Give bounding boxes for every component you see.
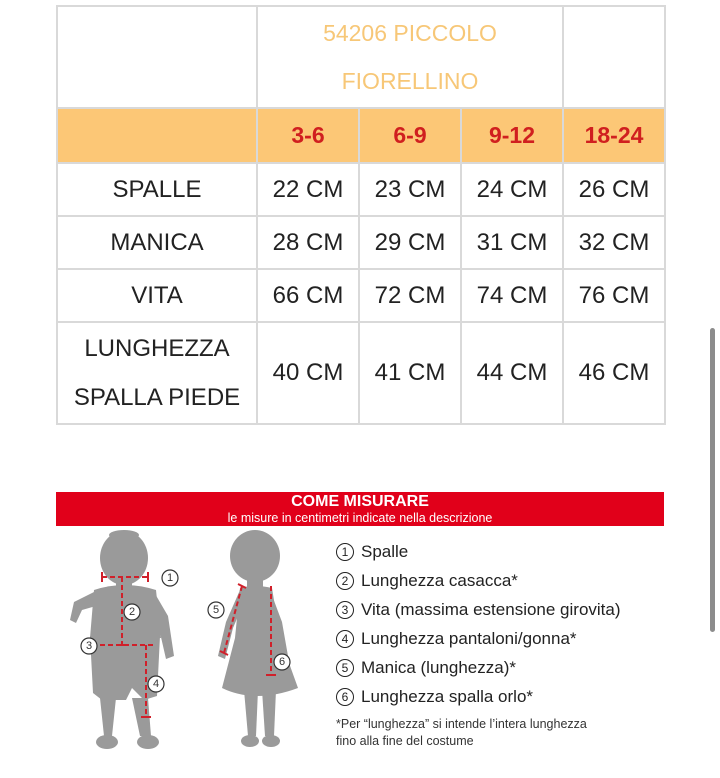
measure-cell: 32 CM xyxy=(563,216,665,269)
marker-2-label: 2 xyxy=(128,606,136,618)
row-label-cell xyxy=(57,322,257,424)
marker-1-label: 1 xyxy=(166,572,174,584)
row-label: MANICA xyxy=(57,216,257,269)
legend-number: 4 xyxy=(336,630,354,648)
table-row xyxy=(57,216,665,269)
legend-number: 3 xyxy=(336,601,354,619)
measure-cell: 23 CM xyxy=(359,163,461,216)
girl-figure xyxy=(218,530,298,747)
legend-number: 1 xyxy=(336,543,354,561)
measure-cell: 28 CM xyxy=(257,216,359,269)
how-to-measure-banner xyxy=(56,492,664,526)
legend-label: Lunghezza pantaloni/gonna* xyxy=(361,628,577,648)
banner-subtitle: le misure in centimetri indicate nella descrizione xyxy=(227,511,493,525)
measure-cell: 40 CM xyxy=(257,322,359,424)
size-header-row xyxy=(57,108,665,163)
empty-corner-cell xyxy=(57,6,257,108)
size-header-cell: 3-6 xyxy=(257,108,359,163)
size-header-cell: 6-9 xyxy=(359,108,461,163)
legend-label: Manica (lunghezza)* xyxy=(361,657,516,677)
size-header-cell: 9-12 xyxy=(461,108,563,163)
legend-label: Spalle xyxy=(361,541,409,561)
legend-label: Lunghezza spalla orlo* xyxy=(361,686,534,706)
empty-title-cell xyxy=(563,6,665,108)
legend-item xyxy=(336,624,676,653)
measure-cell: 46 CM xyxy=(563,322,665,424)
legend-item xyxy=(336,537,676,566)
table-row xyxy=(57,322,665,424)
measure-cell: 41 CM xyxy=(359,322,461,424)
legend-item xyxy=(336,595,676,624)
measure-cell: 29 CM xyxy=(359,216,461,269)
legend-label: Lunghezza casacca* xyxy=(361,570,518,590)
table-row xyxy=(57,163,665,216)
title-row xyxy=(57,6,665,108)
table-row xyxy=(57,269,665,322)
legend-item xyxy=(336,653,676,682)
size-chart-table xyxy=(56,5,666,425)
measure-cell: 44 CM xyxy=(461,322,563,424)
legend-number: 6 xyxy=(336,688,354,706)
length-footnote: *Per “lunghezza” si intende l’intera lunghezza fino alla fine del costume xyxy=(336,717,587,748)
size-header-cell: 18-24 xyxy=(563,108,665,163)
row-label: LUNGHEZZA SPALLA PIEDE xyxy=(73,335,241,411)
scrollbar-thumb[interactable] xyxy=(710,328,715,632)
product-title: 54206 PICCOLO FIORELLINO xyxy=(323,20,497,94)
measure-cell: 66 CM xyxy=(257,269,359,322)
measure-cell: 31 CM xyxy=(461,216,563,269)
measure-cell: 24 CM xyxy=(461,163,563,216)
row-label: VITA xyxy=(57,269,257,322)
legend-number: 2 xyxy=(336,572,354,590)
banner-title: COME MISURARE xyxy=(291,493,429,510)
row-label: SPALLE xyxy=(57,163,257,216)
marker-4-label: 4 xyxy=(152,678,160,690)
legend-item xyxy=(336,566,676,595)
measure-cell: 72 CM xyxy=(359,269,461,322)
measure-cell: 26 CM xyxy=(563,163,665,216)
legend-number: 5 xyxy=(336,659,354,677)
header-blank-cell xyxy=(57,108,257,163)
marker-5-label: 5 xyxy=(212,604,220,616)
measure-cell: 76 CM xyxy=(563,269,665,322)
legend-item xyxy=(336,682,676,711)
measuring-figures xyxy=(60,528,310,768)
legend-label: Vita (massima estensione girovita) xyxy=(361,599,621,619)
product-title-cell xyxy=(257,6,563,108)
measure-cell: 74 CM xyxy=(461,269,563,322)
measure-cell: 22 CM xyxy=(257,163,359,216)
marker-6-label: 6 xyxy=(278,656,286,668)
marker-3-label: 3 xyxy=(85,640,93,652)
measure-legend xyxy=(336,537,676,711)
